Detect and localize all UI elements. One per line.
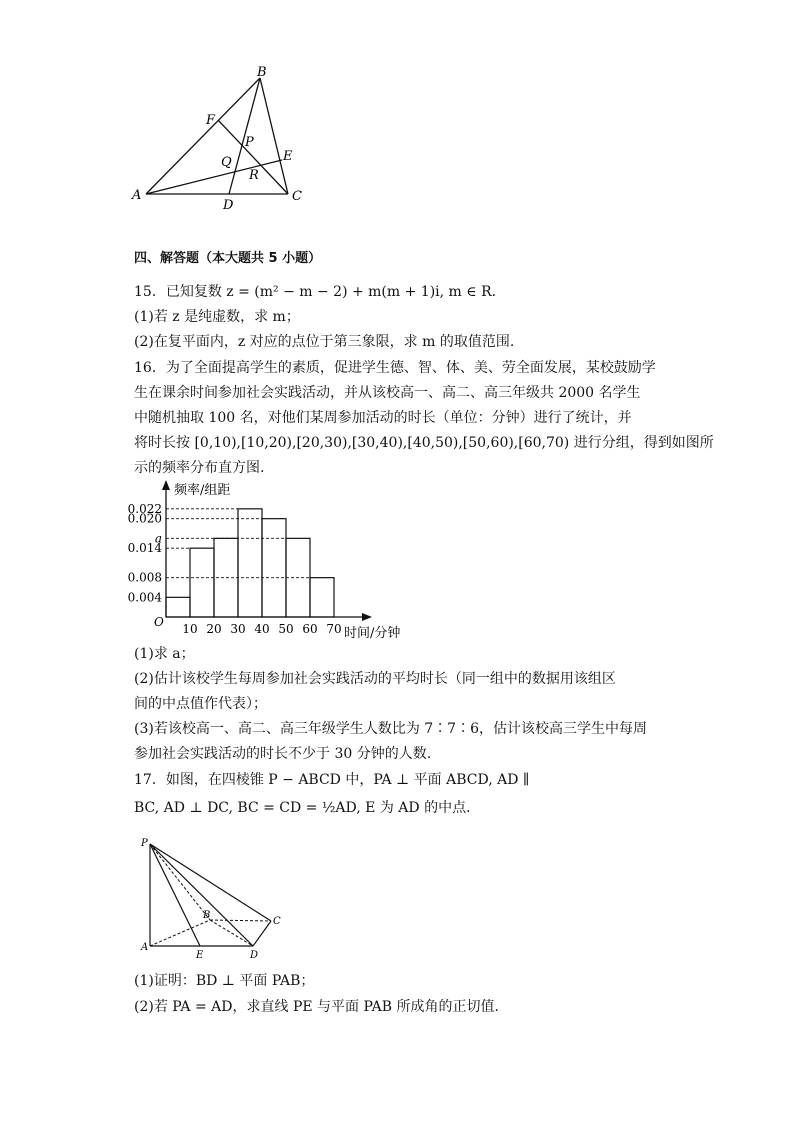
q16-line1: 16．为了全面提高学生的素质，促进学生德、智、体、美、劳全面发展，某校鼓励学 (134, 360, 656, 376)
edge-DC (253, 921, 271, 946)
q17-part2: (2)若 PA = AD，求直线 PE 与平面 PAB 所成角的正切值． (134, 999, 509, 1015)
label-D: D (250, 950, 259, 961)
y-axis-label: 频率/组距 (174, 483, 231, 498)
label-B: B (203, 910, 211, 921)
edge-PB (150, 844, 210, 920)
label-Q: Q (221, 155, 232, 170)
y-axis-arrow (162, 480, 170, 490)
section-title: 四、解答题（本大题共 5 小题） (134, 251, 322, 266)
label-B: B (257, 65, 267, 80)
edge-AB (150, 920, 210, 946)
segment-AE (146, 160, 282, 194)
x-tick-60: 60 (302, 622, 318, 636)
q16-part2a: (2)估计该校学生每周参加社会实践活动的平均时长（同一组中的数据用该组区 (134, 671, 616, 687)
bar-[0,10) (166, 597, 190, 617)
label-F: F (206, 113, 216, 128)
label-P: P (141, 838, 148, 849)
edge-BC (210, 920, 271, 921)
x-axis-arrow (362, 613, 372, 621)
triangle-figure (130, 62, 310, 212)
q16-part3a: (3)若该校高一、高二、高三年级学生人数比为 7∶7∶6，估计该校高三学生中每周 (134, 721, 648, 737)
label-E: E (196, 950, 204, 961)
edge-PD (150, 844, 253, 946)
q17-part1: (1)证明：BD ⊥ 平面 PAB； (134, 973, 315, 989)
x-tick-20: 20 (206, 622, 222, 636)
q16-line2: 生在课余时间参加社会实践活动，并从该校高一、高二、高三年级共 2000 名学生 (134, 385, 641, 401)
label-E: E (283, 149, 293, 164)
x-tick-30: 30 (230, 622, 246, 636)
edge-AB (146, 78, 260, 194)
q16-line5: 示的频率分布直方图. (134, 460, 265, 476)
q17-line2: BC, AD ⊥ DC, BC = CD = ½AD, E 为 AD 的中点． (134, 800, 481, 816)
q17-line1: 17．如图，在四棱锥 P − ABCD 中，PA ⊥ 平面 ABCD, AD ∥ (134, 772, 530, 788)
q16-part1: (1)求 a； (134, 646, 195, 662)
label-P: P (245, 135, 254, 150)
y-tick-0.022: 0.022 (127, 501, 162, 516)
q16-line3: 中随机抽取 100 名，对他们某周参加活动的时长（单位：分钟）进行了统计，并 (134, 410, 632, 426)
q16-line4: 将时长按 [0,10),[10,20),[20,30),[30,40),[40,50),[50,60),[60,70) 进行分组，得到如图所 (134, 435, 714, 451)
pyramid-figure (138, 832, 288, 964)
x-tick-50: 50 (278, 622, 294, 636)
y-tick-0.008: 0.008 (127, 570, 162, 585)
label-C: C (273, 916, 281, 927)
label-D: D (223, 198, 234, 212)
x-tick-10: 10 (182, 622, 198, 636)
bar-[40,50) (262, 519, 286, 617)
label-A: A (141, 942, 149, 953)
edge-PC (150, 844, 271, 921)
x-axis-label: 时间/分钟 (344, 626, 401, 641)
q15-part1: (1)若 z 是纯虚数，求 m； (134, 309, 300, 325)
origin-label: O (154, 615, 164, 629)
label-A: A (132, 188, 142, 203)
bar-[30,40) (238, 509, 262, 617)
x-tick-40: 40 (254, 622, 270, 636)
y-tick-0.020: 0.020 (127, 511, 162, 526)
label-R: R (249, 168, 259, 183)
q16-part3b: 参加社会实践活动的时长不少于 30 分钟的人数. (134, 746, 432, 762)
q16-part2b: 间的中点值作代表）； (134, 696, 267, 712)
y-tick-a: a (154, 531, 162, 546)
bar-[10,20) (190, 548, 214, 617)
y-tick-0.004: 0.004 (127, 590, 162, 605)
edge-BC (260, 78, 288, 194)
histogram-chart (125, 478, 425, 643)
q15-stem: 15．已知复数 z = (m² − m − 2) + m(m + 1)i, m ∈ R． (134, 284, 506, 300)
x-tick-70: 70 (326, 622, 342, 636)
bar-[60,70) (310, 578, 334, 617)
q15-part2: (2)在复平面内，z 对应的点位于第三象限，求 m 的取值范围. (134, 334, 515, 350)
y-tick-0.014: 0.014 (127, 541, 162, 556)
label-C: C (292, 189, 302, 204)
